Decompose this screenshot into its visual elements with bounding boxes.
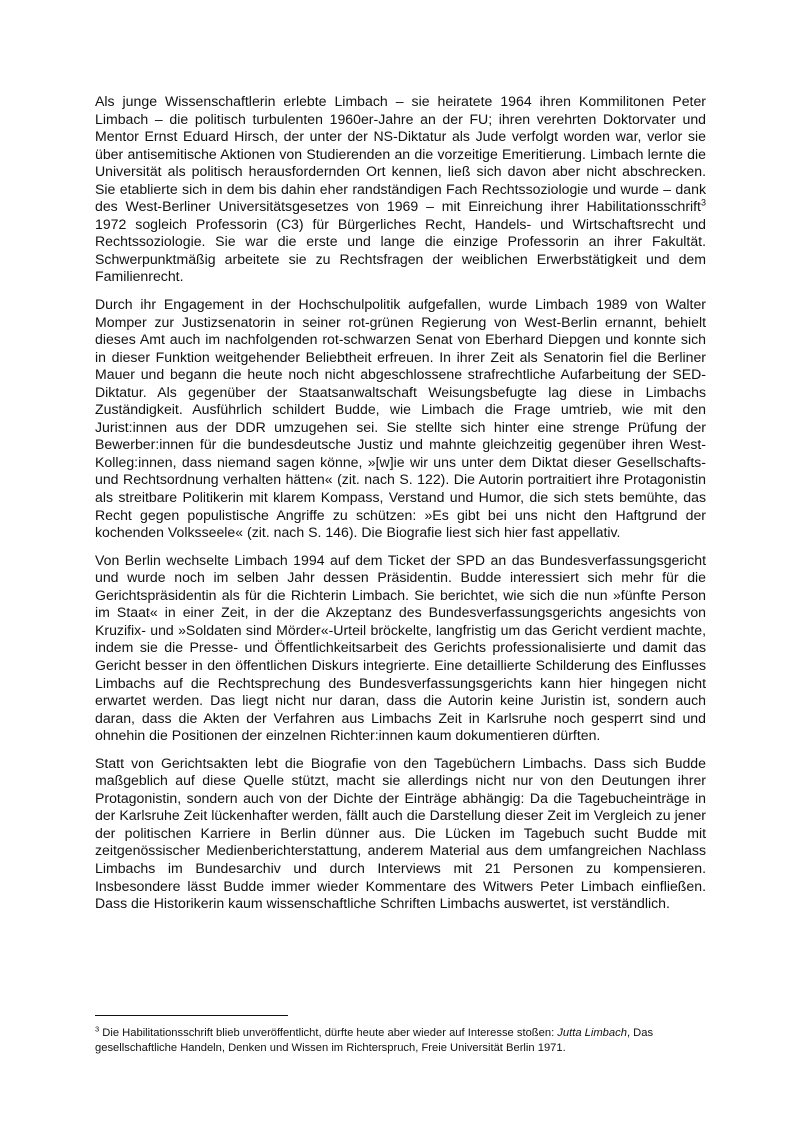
paragraph-1 xyxy=(95,93,706,286)
footnote-text-after: , Das gesellschaftliche Handeln, Denken und Wissen im Richterspruch, Freie Universität Berlin 1971. xyxy=(95,1027,654,1054)
paragraph-1-text-before: Als junge Wissenschaftlerin erlebte Limbach – sie heiratete 1964 ihren Kommilitonen Peter Limbach – die politisch turbulenten 1960er-Jahre an der FU; ihren verehrten Doktorvater und Mentor Ernst Eduard Hirsch, der unter der NS-Diktatur als Jude verfolgt worden war, verlor sie über antisemitische Aktionen von Studierenden an die vorzeitige Emeritierung. Limbach lernte die Universität als politisch herausfordernden Ort kennen, ließ sich davon aber nicht abschrecken. Sie etablierte sich in dem bis dahin eher randständigen Fach Rechtssoziologie und wurde – dank des West-Berliner Universitätsgesetzes von 1969 – mit Einreichung ihrer Habilitationsschrift xyxy=(95,93,706,215)
footnote-divider xyxy=(95,1015,288,1016)
footnote-number: 3 xyxy=(95,1024,100,1034)
footnote-italic-author: Jutta Limbach xyxy=(557,1027,627,1039)
paragraph-4: Statt von Gerichtsakten lebt die Biografie von den Tagebüchern Limbachs. Dass sich Budde maßgeblich auf diese Quelle stützt, macht sie allerdings nicht nur von den Deutungen ihrer Protagonistin, sondern auch von der Dichte der Einträge abhängig: Da die Tagebucheinträge in der Karlsruhe Zeit lückenhafter werden, fällt auch die Darstellung dieser Zeit im Vergleich zu jener der politischen Karriere in Berlin dünner aus. Die Lücken im Tagebuch sucht Budde mit zeitgenössischer Medienberichterstattung, anderem Material aus dem umfangreichen Nachlass Limbachs im Bundesarchiv und durch Interviews mit 21 Personen zu kompensieren. Insbesondere lässt Budde immer wieder Kommentare des Witwers Peter Limbach einfließen. Dass die Historikerin kaum wissenschaftliche Schriften Limbachs auswertet, ist verständlich. xyxy=(95,754,706,912)
footnote-text-before: Die Habilitationsschrift blieb unveröffentlicht, dürfte heute aber wieder auf Interesse stoßen: xyxy=(99,1027,558,1039)
paragraph-2: Durch ihr Engagement in der Hochschulpolitik aufgefallen, wurde Limbach 1989 von Walter Momper zur Justizsenatorin in seiner rot-grünen Regierung von West-Berlin ernannt, behielt dieses Amt auch im nachfolgenden rot-schwarzen Senat von Eberhard Diepgen und konnte sich in dieser Funktion weitgehender Beliebtheit erfreuen. In ihrer Zeit als Senatorin fiel die Berliner Mauer und begann die heute noch nicht abgeschlossene strafrechtliche Aufarbeitung der SED-Diktatur. Als gegenüber der Staatsanwaltschaft Weisungsbefugte lag diese in Limbachs Zuständigkeit. Ausführlich schildert Budde, wie Limbach die Frage umtrieb, wie mit den Jurist:innen aus der DDR umzugehen sei. Sie stellte sich hinter eine strenge Prüfung der Bewerber:innen für die bundesdeutsche Justiz und mahnte gleichzeitig gegenüber ihren West-Kolleg:innen, dass niemand sagen könne, »[w]ie wir uns unter dem Diktat dieser Gesellschafts- und Rechtsordnung verhalten hätten« (zit. nach S. 122). Die Autorin portraitiert ihre Protagonistin als streitbare Politikerin mit klarem Kompass, Verstand und Humor, die sich stets bemühte, das Recht gegen populistische Angriffe zu schützen: »Es gibt bei uns nicht den Haftgrund der kochenden Volksseele« (zit. nach S. 146). Die Biografie liest sich hier fast appellativ. xyxy=(95,296,706,541)
paragraph-1-text-after: 1972 sogleich Professorin (C3) für Bürgerliches Recht, Handels- und Wirtschaftsrecht und Rechtssoziologie. Sie war die erste und lange die einzige Professorin an ihrer Fakultät. Schwerpunktmäßig arbeitete sie zu Rechtsfragen der weiblichen Erwerbstätigkeit und dem Familienrecht. xyxy=(95,215,706,285)
footnote-reference[interactable]: 3 xyxy=(700,197,706,208)
footnote xyxy=(95,1026,706,1056)
paragraph-3: Von Berlin wechselte Limbach 1994 auf dem Ticket der SPD an das Bundesverfassungsgericht und wurde noch im selben Jahr dessen Präsidentin. Budde interessiert sich mehr für die Gerichtspräsidentin als für die Richterin Limbach. Sie berichtet, wie sich die nun »fünfte Person im Staat« in einer Zeit, in der die Akzeptanz des Bundesverfassungsgerichts angesichts von Kruzifix- und »Soldaten sind Mörder«-Urteil bröckelte, langfristig um das Gericht verdient machte, indem sie die Presse- und Öffentlichkeitsarbeit des Gerichts professionalisierte und damit das Gericht besser in den öffentlichen Diskurs integrierte. Eine detaillierte Schilderung des Einflusses Limbachs auf die Rechtsprechung des Bundesverfassungsgerichts kann hier hingegen nicht erwartet werden. Das liegt nicht nur daran, dass die Autorin keine Juristin ist, sondern auch daran, dass die Akten der Verfahren aus Limbachs Zeit in Karlsruhe noch gesperrt sind und ohnehin die Positionen der einzelnen Richter:innen kaum dokumentieren dürften. xyxy=(95,551,706,744)
document-body xyxy=(95,93,706,923)
